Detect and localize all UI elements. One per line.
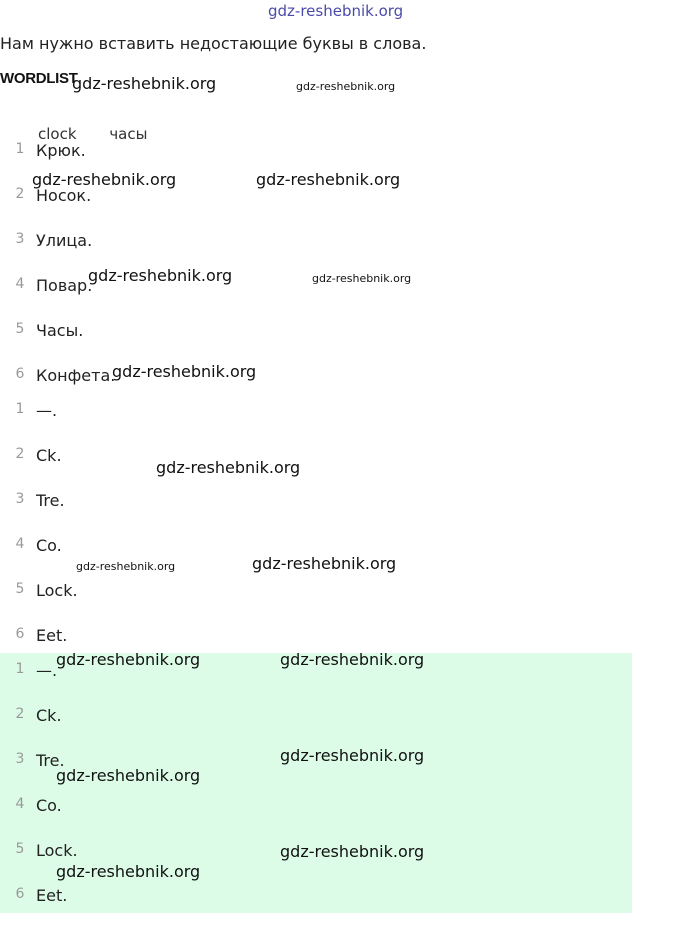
item-text: —. [36, 401, 58, 420]
exercise-list [0, 401, 632, 671]
item-text: Tre. [36, 751, 65, 770]
item-number: 1 [15, 661, 25, 677]
item-number: 5 [15, 321, 25, 337]
site-link[interactable]: gdz-reshebnik.org [268, 2, 404, 20]
item-number: 4 [15, 796, 25, 812]
wordlist-entry-english: clock [38, 125, 77, 143]
watermark: gdz-reshebnik.org [88, 266, 233, 285]
watermark: gdz-reshebnik.org [56, 862, 201, 881]
item-text: Lock. [36, 841, 78, 860]
item-number: 6 [15, 886, 25, 902]
item-number: 3 [15, 491, 25, 507]
watermark: gdz-reshebnik.org [112, 362, 257, 381]
item-number: 3 [15, 231, 25, 247]
watermark: gdz-reshebnik.org [72, 74, 217, 93]
item-text: Eet. [36, 626, 68, 645]
task-instruction: Нам нужно вставить недостающие буквы в слова. [0, 34, 427, 53]
item-number: 6 [15, 366, 25, 382]
list-item [0, 886, 632, 931]
list-item [0, 491, 632, 536]
watermark: gdz-reshebnik.org [156, 458, 301, 477]
watermark: gdz-reshebnik.org [32, 170, 177, 189]
watermark: gdz-reshebnik.org [280, 842, 425, 861]
wordlist-entry-russian: часы [109, 125, 148, 143]
watermark: gdz-reshebnik.org [56, 650, 201, 669]
list-item [0, 581, 632, 626]
item-number: 3 [15, 751, 25, 767]
watermark: gdz-reshebnik.org [296, 80, 396, 93]
item-text: Носок. [36, 186, 92, 205]
wordlist-entry-clipped [38, 123, 175, 143]
item-number: 2 [15, 446, 25, 462]
item-text: Повар. [36, 276, 93, 295]
item-number: 6 [15, 626, 25, 642]
item-text: Ck. [36, 706, 62, 725]
list-item [0, 186, 632, 231]
watermark: gdz-reshebnik.org [256, 170, 401, 189]
wordlist-heading: WORDLIST [0, 70, 78, 87]
item-text: Часы. [36, 321, 84, 340]
item-text: Co. [36, 796, 62, 815]
item-text: Улица. [36, 231, 93, 250]
list-item [0, 796, 632, 841]
item-text: Lock. [36, 581, 78, 600]
watermark: gdz-reshebnik.org [312, 272, 412, 285]
item-number: 4 [15, 276, 25, 292]
watermark: gdz-reshebnik.org [252, 554, 397, 573]
list-item [0, 446, 632, 491]
list-item [0, 401, 632, 446]
item-text: Ck. [36, 446, 62, 465]
watermark: gdz-reshebnik.org [280, 650, 425, 669]
item-text: Co. [36, 536, 62, 555]
item-number: 1 [15, 141, 25, 157]
item-text: Конфета. [36, 366, 116, 385]
item-text: Tre. [36, 491, 65, 510]
list-item [0, 321, 632, 366]
item-text: Крюк. [36, 141, 86, 160]
item-number: 2 [15, 186, 25, 202]
item-number: 4 [15, 536, 25, 552]
item-number: 5 [15, 581, 25, 597]
item-text: —. [36, 661, 58, 680]
item-number: 5 [15, 841, 25, 857]
list-item [0, 706, 632, 751]
item-number: 1 [15, 401, 25, 417]
watermark: gdz-reshebnik.org [280, 746, 425, 765]
item-number: 2 [15, 706, 25, 722]
item-text: Eet. [36, 886, 68, 905]
watermark: gdz-reshebnik.org [76, 560, 176, 573]
watermark: gdz-reshebnik.org [56, 766, 201, 785]
